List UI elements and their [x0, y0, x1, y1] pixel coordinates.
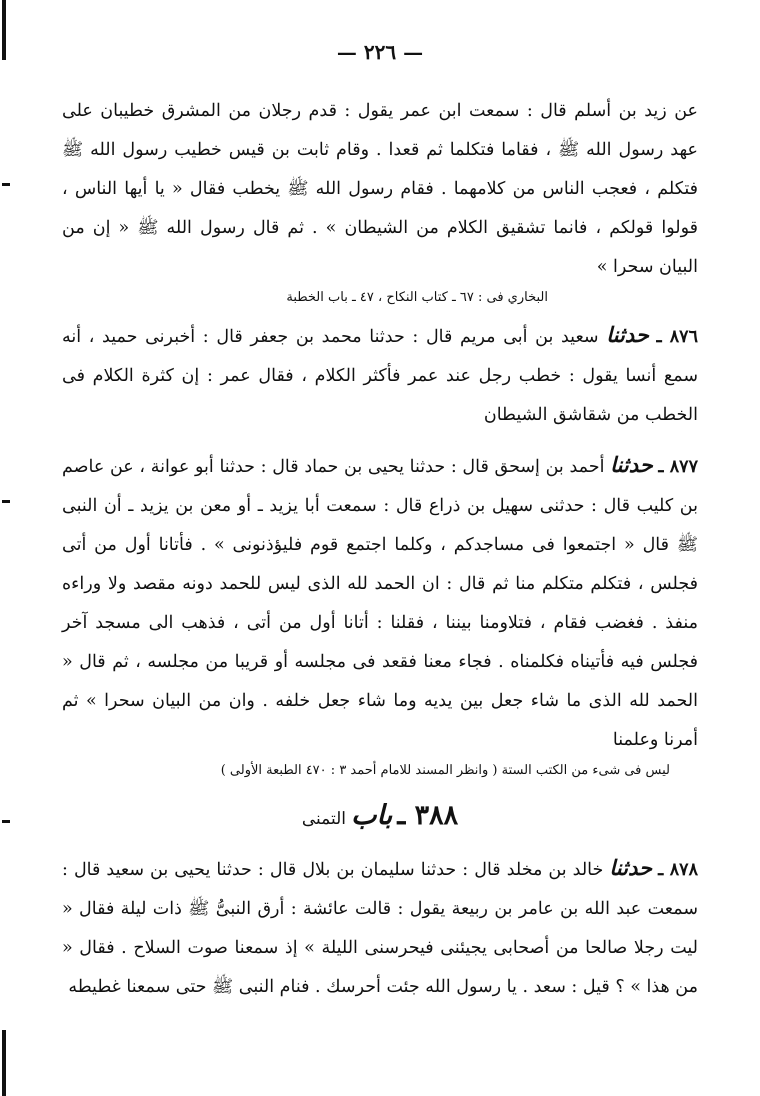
hadith-number: ٨٧٧ ـ [658, 457, 698, 477]
haddathana-marker: حدثنا [610, 452, 653, 477]
margin-tick [2, 183, 10, 186]
section-word: باب [351, 800, 393, 831]
page-content [62, 92, 698, 1007]
margin-rule-bottom [2, 1030, 6, 1096]
hadith-number: ٨٧٦ ـ [656, 327, 698, 347]
spacer [62, 435, 698, 445]
page-number: — ٢٢٦ — [336, 40, 424, 64]
haddathana-marker: حدثنا [609, 855, 652, 880]
reference-note: ليس فى شىء من الكتب الستة ( وانظر المسند للامام أحمد ٣ : ٤٧٠ الطبعة الأولى ) [220, 763, 670, 778]
section-number: ٣٨٨ ـ [397, 800, 459, 831]
hadith-number: ٨٧٨ ـ [658, 860, 698, 880]
section-heading [62, 794, 698, 838]
hadith-text: خالد بن مخلد قال : حدثنا سليمان بن بلال قال : حدثنا يحيى بن سعيد قال : سمعت عبد الله بن عامر بن ربيعة يقول : قالت عائشة : أرق النبىُّ ﷺ ذات ليلة فقال « ليت رجلا صالحا من أصحابى يجيئنى فيحرسنى الليلة » إذ سمعنا صوت السلاح . فقال « من هذا » ؟ قيل : سعد . يا رسول الله جئت أحرسك . فنام النبى ﷺ حتى سمعنا غطيطه [62, 860, 698, 997]
hadith-877 [62, 445, 698, 760]
haddathana-marker: حدثنا [606, 322, 649, 347]
hadith-876 [62, 315, 698, 435]
margin-tick [2, 820, 10, 823]
section-title: التمنى [301, 809, 346, 829]
margin-tick [2, 500, 10, 503]
hadith-text: أحمد بن إسحق قال : حدثنا يحيى بن حماد قال : حدثنا أبو عوانة ، عن عاصم بن كليب قال : حدثنى سهيل بن ذراع قال : سمعت أبا يزيد ـ أو معن بن يزيد ـ أن النبى ﷺ قال « اجتمعوا فى مساجدكم ، وكلما اجتمع قوم فليؤذنونى » . فأتانا أول من أتى فجلس ، فتكلم متكلم منا ثم قال : ان الحمد لله الذى ليس للحمد دونه مقصد ولا وراءه منفذ . فغضب فقام ، فتلاومنا بيننا ، فقلنا : أتانا أول من أتى ، فذهب الى مسجد آخر فجلس فيه فأتيناه فكلمناه . فجاء معنا فقعد فى مجلسه أو قريبا من مجلسه ، ثم قال « الحمد لله الذى ما شاء جعل بين يديه وما شاء جعل خلفه . وان من البيان سحرا » ثم أمرنا وعلمنا [62, 457, 698, 750]
reference-note: البخاري فى : ٦٧ ـ كتاب النكاح ، ٤٧ ـ باب الخطبة [286, 290, 548, 305]
paragraph-hadith-875-continuation: عن زيد بن أسلم قال : سمعت ابن عمر يقول : قدم رجلان من المشرق خطيبان على عهد رسول الله ﷺ ، فقاما فتكلما ثم قعدا . وقام ثابت بن قيس خطيب رسول الله ﷺ فتكلم ، فعجب الناس من كلامهما . فقام رسول الله ﷺ يخطب فقال « يا أيها الناس ، قولوا قولكم ، فانما تشقيق الكلام من الشيطان » . ثم قال رسول الله ﷺ « إن من البيان سحرا » [62, 101, 698, 277]
hadith-878 [62, 848, 698, 1007]
hadith-text: سعيد بن أبى مريم قال : حدثنا محمد بن جعفر قال : أخبرنى حميد ، أنه سمع أنسا يقول : خطب رجل عند عمر فأكثر الكلام ، فقال عمر : إن كثرة الكلام فى الخطب من شقاشق الشيطان [62, 327, 698, 425]
